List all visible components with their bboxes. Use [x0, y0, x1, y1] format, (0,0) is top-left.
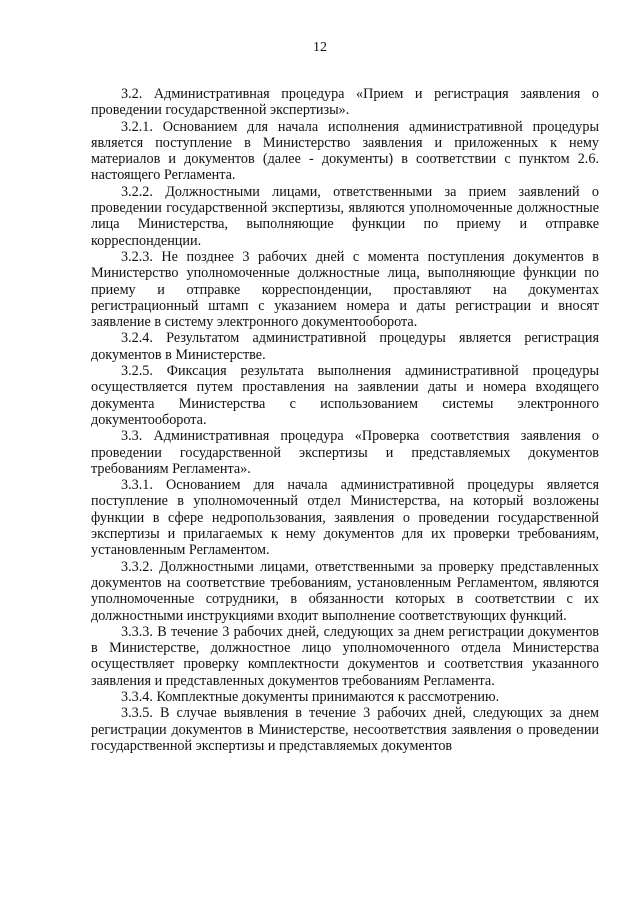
paragraph-3-3-2: 3.3.2. Должностными лицами, ответственными за проверку представленных документов на соответствие требованиям, установленным Регламентом, являются уполномоченные сотрудники, в обязанности которых в соответствии с их должностными инструкциями входит выполнение соответствующих функций. — [91, 558, 599, 624]
paragraph-3-2-1: 3.2.1. Основанием для начала исполнения административной процедуры является поступление в Министерство заявления и приложенных к нему материалов и документов (далее - документы) в соответствии с пунктом 2.6. настоящего Регламента. — [91, 118, 599, 184]
paragraph-3-2-5: 3.2.5. Фиксация результата выполнения административной процедуры осуществляется путем проставления на заявлении даты и номера входящего документа Министерства с использованием системы электронного документооборота. — [91, 363, 599, 428]
page-number: 12 — [313, 40, 327, 55]
paragraph-3-3-3: 3.3.3. В течение 3 рабочих дней, следующих за днем регистрации документов в Министерстве, должностное лицо уполномоченного отдела Министерства осуществляет проверку комплектности документов и соответствия указанного заявления и представленных документов требованиям Регламента. — [91, 623, 599, 689]
paragraph-3-2-3: 3.2.3. Не позднее 3 рабочих дней с момента поступления документов в Министерство уполномоченные должностные лица, выполняющие функции по приему и отправке корреспонденции, проставляют на документах регистрационный штамп с указанием номера и даты регистрации и вносят заявление в систему электронного документооборота. — [91, 248, 599, 331]
paragraph-3-2: 3.2. Административная процедура «Прием и регистрация заявления о проведении государственной экспертизы». — [91, 86, 599, 119]
paragraph-3-3-5: 3.3.5. В случае выявления в течение 3 рабочих дней, следующих за днем регистрации документов в Министерстве, несоответствия заявления о проведении государственной экспертизы и представляемых документов — [91, 705, 599, 754]
paragraph-3-3-4: 3.3.4. Комплектные документы принимаются к рассмотрению. — [121, 688, 500, 705]
document-body — [91, 86, 599, 754]
paragraph-3-3-1: 3.3.1. Основанием для начала административной процедуры является поступление в уполномоченный отдел Министерства, на который возложены функции в сфере недропользования, заявления о проведении государственной экспертизы и прилагаемых к нему документов для их проверки требованиям, установленным Регламентом. — [91, 477, 599, 559]
paragraph-3-2-2: 3.2.2. Должностными лицами, ответственными за прием заявлений о проведении государственной экспертизы, являются уполномоченные должностные лица Министерства, выполняющие функции по приему и отправке корреспонденции. — [91, 183, 599, 249]
paragraph-3-3: 3.3. Административная процедура «Проверка соответствия заявления о проведении государственной экспертизы и представляемых документов требованиям Регламента». — [91, 428, 599, 477]
paragraph-3-2-4: 3.2.4. Результатом административной процедуры является регистрация документов в Министерстве. — [91, 330, 599, 363]
